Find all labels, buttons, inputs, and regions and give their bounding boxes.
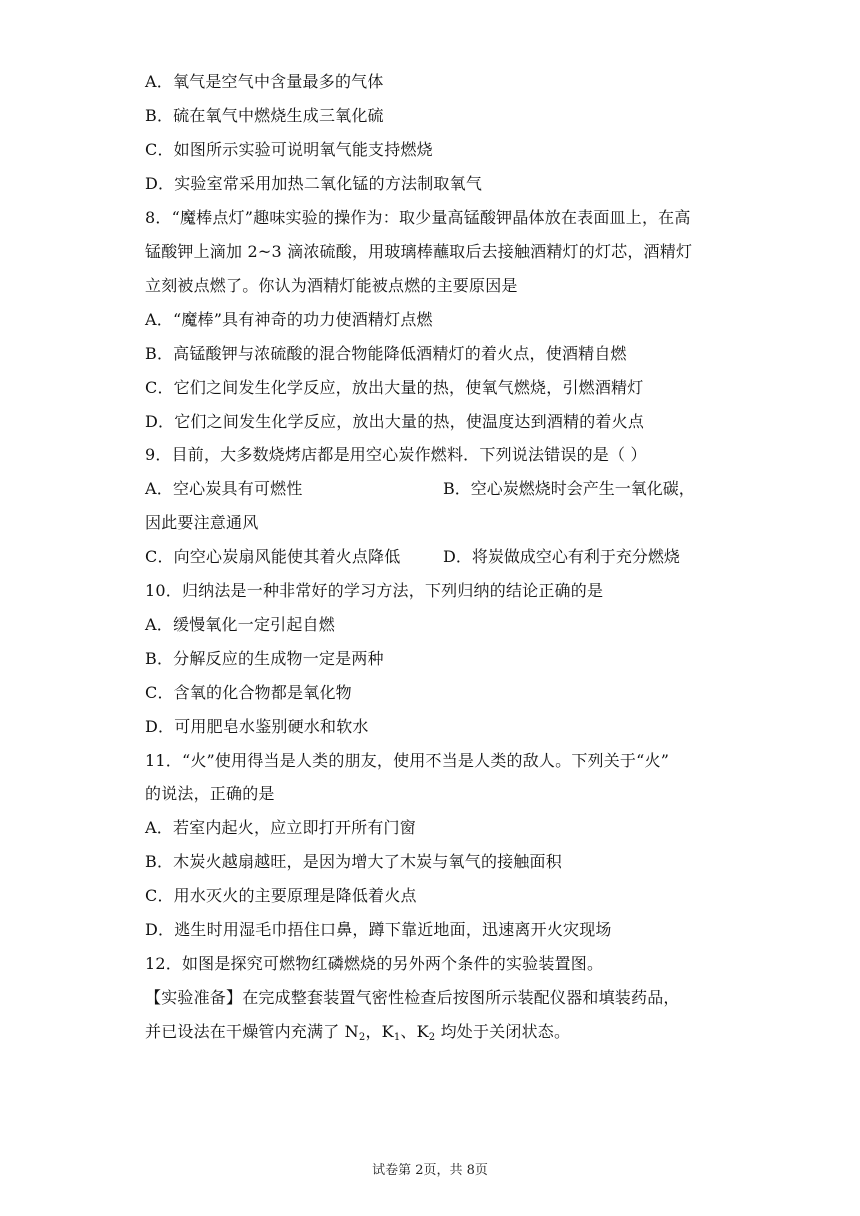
- q8-option-d: D．它们之间发生化学反应，放出大量的热，使温度达到酒精的着火点: [145, 412, 645, 431]
- q12-prep-line-2: [145, 1022, 570, 1042]
- q9-option-a: A．空心炭具有可燃性: [145, 479, 303, 498]
- q12-prep-text-b: ，K: [365, 1022, 394, 1041]
- q11-option-c: C．用水灭火的主要原理是降低着火点: [145, 886, 417, 905]
- q12-prep-text-c: 、K: [400, 1022, 429, 1041]
- q10-option-a: A．缓慢氧化一定引起自燃: [145, 615, 335, 634]
- q12-prep-text-a: 并已设法在干燥管内充满了 N: [145, 1022, 359, 1041]
- q8-option-b: B．高锰酸钾与浓硫酸的混合物能降低酒精灯的着火点，使酒精自燃: [145, 344, 627, 363]
- q9-option-c: C．向空心炭扇风能使其着火点降低: [145, 547, 401, 566]
- q8-stem-line-3: 立刻被点燃了。你认为酒精灯能被点燃的主要原因是: [145, 276, 518, 295]
- q9-option-b-part-2: 因此要注意通风: [145, 513, 259, 532]
- q11-stem-line-2: 的说法，正确的是: [145, 784, 275, 803]
- q10-option-d: D．可用肥皂水鉴别硬水和软水: [145, 717, 369, 736]
- subscript-2: 2: [358, 1032, 366, 1043]
- q12-prep-text-d: 均处于关闭状态。: [435, 1022, 571, 1041]
- page-footer: 试卷第 2页，共 8页: [372, 1163, 488, 1178]
- q11-option-d: D．逃生时用湿毛巾捂住口鼻，蹲下靠近地面，迅速离开火灾现场: [145, 920, 612, 939]
- q8-stem-line-2: 锰酸钾上滴加 2~3 滴浓硫酸，用玻璃棒蘸取后去接触酒精灯的灯芯，酒精灯: [145, 242, 693, 261]
- q10-option-b: B．分解反应的生成物一定是两种: [145, 649, 384, 668]
- q7-option-b: B．硫在氧气中燃烧生成三氧化硫: [145, 106, 384, 125]
- q10-stem: 10．归纳法是一种非常好的学习方法，下列归纳的结论正确的是: [145, 581, 604, 600]
- q12-stem: 12．如图是探究可燃物红磷燃烧的另外两个条件的实验装置图。: [145, 954, 604, 973]
- q8-option-a: A．“魔棒”具有神奇的功力使酒精灯点燃: [145, 310, 433, 329]
- q11-option-b: B．木炭火越扇越旺，是因为增大了木炭与氧气的接触面积: [145, 852, 562, 871]
- q7-option-d: D．实验室常采用加热二氧化锰的方法制取氧气: [145, 174, 483, 193]
- q10-option-c: C．含氧的化合物都是氧化物: [145, 683, 352, 702]
- q7-option-c: C．如图所示实验可说明氧气能支持燃烧: [145, 140, 433, 159]
- q7-option-a: A．氧气是空气中含量最多的气体: [145, 72, 384, 91]
- q9-option-d: D．将炭做成空心有利于充分燃烧: [443, 547, 680, 566]
- q9-option-b-part-1: B．空心炭燃烧时会产生一氧化碳，: [443, 479, 695, 498]
- subscript-2: 2: [428, 1032, 436, 1043]
- q11-option-a: A．若室内起火，应立即打开所有门窗: [145, 818, 416, 837]
- subscript-1: 1: [393, 1032, 401, 1043]
- q8-stem-line-1: 8．“魔棒点灯”趣味实验的操作为：取少量高锰酸钾晶体放在表面皿上，在高: [145, 208, 691, 227]
- q9-stem: 9．目前，大多数烧烤店都是用空心炭作燃料．下列说法错误的是（ ）: [145, 445, 647, 464]
- q11-stem-line-1: 11．“火”使用得当是人类的朋友，使用不当是人类的敌人。下列关于“火”: [145, 751, 670, 770]
- q8-option-c: C．它们之间发生化学反应，放出大量的热，使氧气燃烧，引燃酒精灯: [145, 378, 644, 397]
- q12-prep-line-1: 【实验准备】在完成整套装置气密性检查后按图所示装配仪器和填装药品，: [145, 988, 680, 1007]
